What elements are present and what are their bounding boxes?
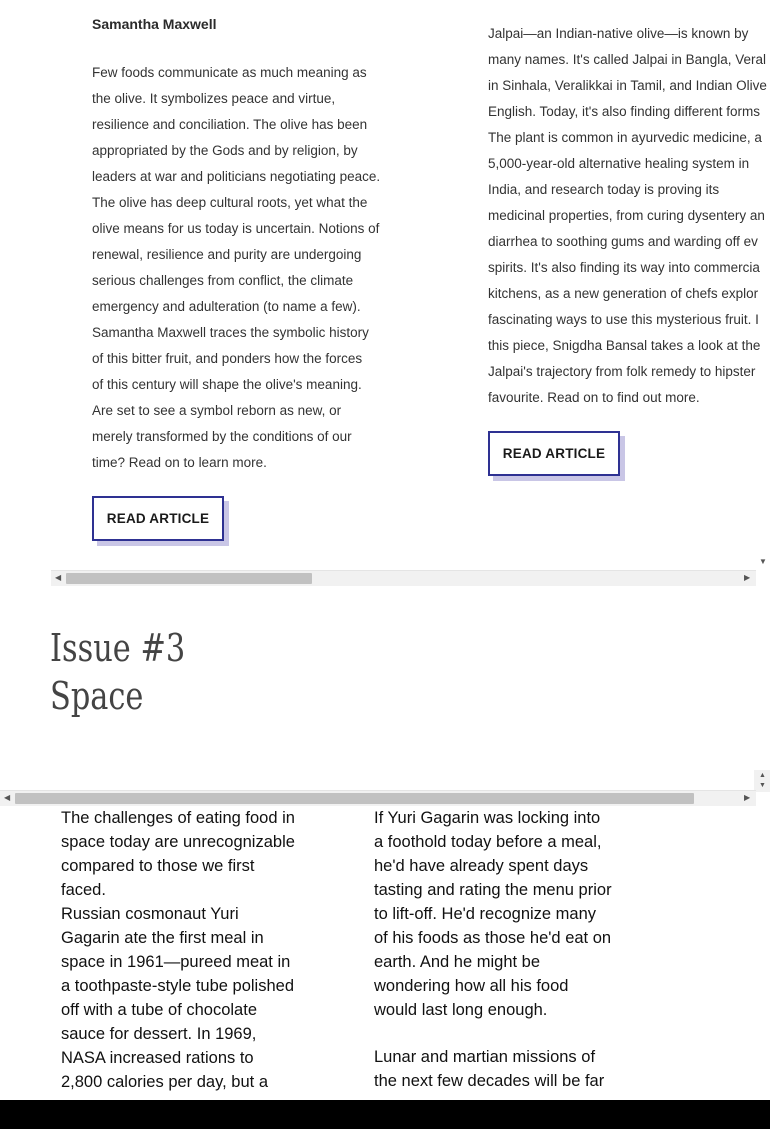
text-line: Lunar and martian missions of: [374, 1048, 596, 1066]
text-line: a toothpaste-style tube polished: [61, 977, 294, 995]
summary-line: The plant is common in ayurvedic medicine, a: [488, 130, 762, 145]
text-line: of his foods as those he'd eat on: [374, 929, 612, 947]
summary-line: Jalpai's trajectory from folk remedy to hipster: [488, 364, 756, 379]
summary-line: leaders at war and politicians negotiating peace.: [92, 169, 381, 184]
scroll-left-arrow-icon[interactable]: ◀: [55, 573, 62, 582]
summary-line: favourite. Read on to find out more.: [488, 390, 700, 405]
text-line: 2,800 calories per day, but a: [61, 1073, 268, 1091]
issue-heading: [50, 624, 185, 720]
scroll-up-arrow-icon[interactable]: ▲: [759, 772, 766, 779]
summary-line: appropriated by the Gods and by religion, by: [92, 143, 358, 158]
summary-line: diarrhea to soothing gums and warding off ev: [488, 234, 758, 249]
summary-line: this piece, Snigdha Bansal takes a look at the: [488, 338, 761, 353]
summary-line: the olive. It symbolizes peace and virtue,: [92, 91, 336, 106]
summary-line: spirits. It's also finding its way into commercia: [488, 260, 760, 275]
text-line: a foothold today before a meal,: [374, 833, 602, 851]
text-line: tasting and rating the menu prior: [374, 881, 612, 899]
summary-line: olive means for us today is uncertain. Notions of: [92, 221, 380, 236]
bottom-black-bar: [0, 1100, 770, 1129]
scroll-down-arrow-icon[interactable]: ▼: [759, 557, 767, 566]
read-article-button[interactable]: READ ARTICLE: [92, 496, 224, 541]
text-line: Russian cosmonaut Yuri: [61, 905, 239, 923]
text-line: faced.: [61, 881, 106, 899]
scroll-down-arrow-icon[interactable]: ▼: [759, 782, 766, 789]
text-line: he'd have already spent days: [374, 857, 589, 875]
issue-number: Issue #3: [50, 626, 186, 670]
text-line: wondering how all his food: [374, 977, 569, 995]
paragraph-gap: [374, 1022, 634, 1045]
summary-line: The olive has deep cultural roots, yet what the: [92, 195, 368, 210]
text-line: sauce for dessert. In 1969,: [61, 1025, 257, 1043]
text-line: NASA increased rations to: [61, 1049, 254, 1067]
summary-line: English. Today, it's also finding different forms: [488, 104, 760, 119]
summary-line: emergency and adulteration (to name a few).: [92, 299, 361, 314]
summary-line: time? Read on to learn more.: [92, 455, 267, 470]
summary-line: kitchens, as a new generation of chefs explor: [488, 286, 759, 301]
text-line: the next few decades will be far: [374, 1072, 605, 1090]
text-line: If Yuri Gagarin was locking into: [374, 809, 601, 827]
summary-line: 5,000-year-old alternative healing system in: [488, 156, 750, 171]
scroll-right-arrow-icon[interactable]: ▶: [744, 573, 751, 582]
space-horizontal-scrollbar[interactable]: [0, 790, 756, 806]
issue-theme: Space: [50, 674, 144, 718]
article-summary-jalpai: [488, 21, 770, 411]
text-line: The challenges of eating food in: [61, 809, 295, 827]
summary-line: Few foods communicate as much meaning as: [92, 65, 367, 80]
summary-line: renewal, resilience and purity are undergoing: [92, 247, 362, 262]
scrollbar-thumb[interactable]: [66, 573, 312, 584]
space-text-column-2: [374, 806, 634, 1093]
text-line: Gagarin ate the first meal in: [61, 929, 264, 947]
summary-line: medicinal properties, from curing dysentery an: [488, 208, 765, 223]
summary-line: fascinating ways to use this mysterious fruit. I: [488, 312, 759, 327]
summary-line: Samantha Maxwell traces the symbolic history: [92, 325, 369, 340]
article-summary-olive: [92, 60, 384, 476]
scroll-right-arrow-icon[interactable]: ▶: [744, 793, 751, 802]
article-author: Samantha Maxwell: [92, 16, 217, 32]
text-line: would last long enough.: [374, 1001, 548, 1019]
summary-line: Are set to see a symbol reborn as new, or: [92, 403, 342, 418]
text-line: earth. And he might be: [374, 953, 541, 971]
summary-line: serious challenges from conflict, the climate: [92, 273, 354, 288]
summary-line: merely transformed by the conditions of our: [92, 429, 352, 444]
scrollbar-thumb[interactable]: [15, 793, 694, 804]
read-article-button[interactable]: READ ARTICLE: [488, 431, 620, 476]
text-line: space today are unrecognizable: [61, 833, 295, 851]
text-line: to lift-off. He'd recognize many: [374, 905, 597, 923]
summary-line: Jalpai—an Indian-native olive—is known by: [488, 26, 749, 41]
text-line: space in 1961—pureed meat in: [61, 953, 291, 971]
space-text-column-1: [61, 806, 321, 1094]
scroll-left-arrow-icon[interactable]: ◀: [4, 793, 11, 802]
summary-line: India, and research today is proving its: [488, 182, 720, 197]
text-line: off with a tube of chocolate: [61, 1001, 257, 1019]
summary-line: many names. It's called Jalpai in Bangla, Veral: [488, 52, 766, 67]
vertical-scrollbar[interactable]: [754, 770, 770, 792]
summary-line: in Sinhala, Veralikkai in Tamil, and Indian Olive: [488, 78, 767, 93]
summary-line: of this bitter fruit, and ponders how the forces: [92, 351, 363, 366]
text-line: compared to those we first: [61, 857, 255, 875]
article-horizontal-scrollbar[interactable]: [51, 570, 756, 586]
summary-line: resilience and conciliation. The olive has been: [92, 117, 368, 132]
summary-line: of this century will shape the olive's meaning.: [92, 377, 362, 392]
